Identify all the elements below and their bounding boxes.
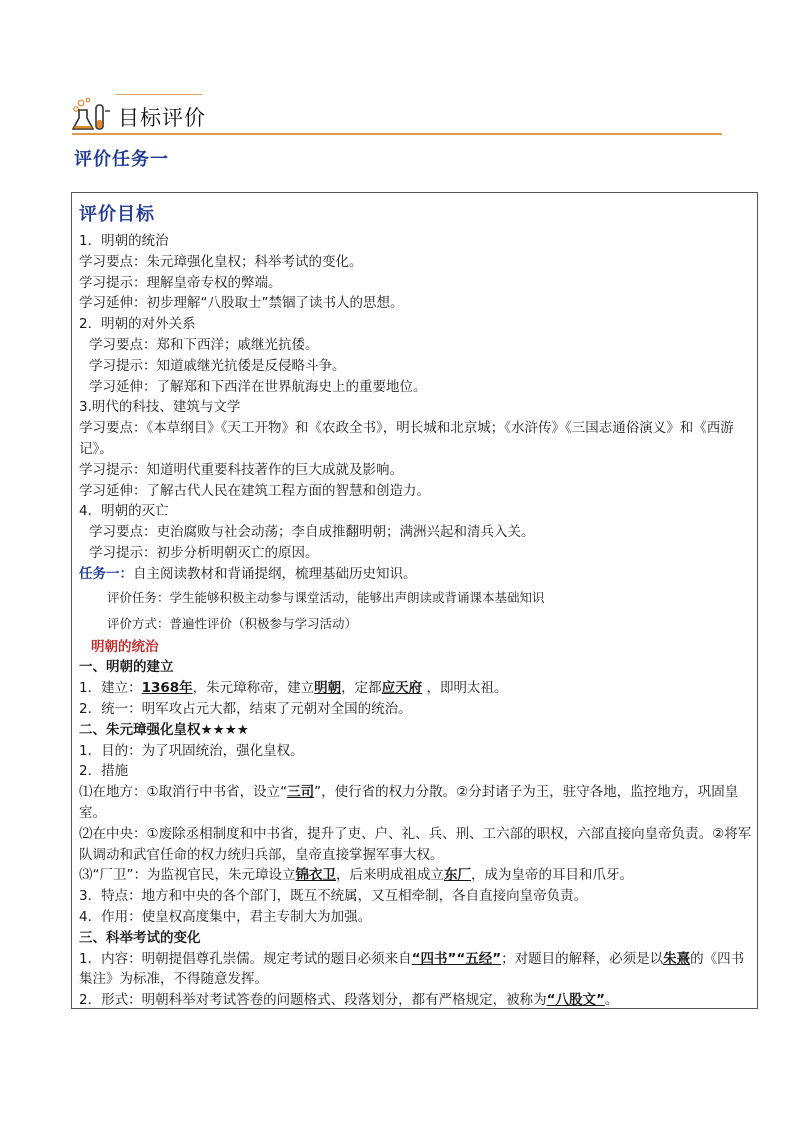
goal-line: 学习要点：《本草纲目》《天工开物》和《农政全书》，明长城和北京城；《水浒传》《三国志通俗演义》和《西游记》。	[79, 420, 734, 457]
keyword: 东厂	[444, 867, 471, 884]
note-line: 1．目的：为了巩固统治，强化皇权。	[79, 742, 304, 759]
goal-line: 学习延伸：初步理解“八股取士”禁锢了读书人的思想。	[79, 295, 404, 312]
goal-line: 学习要点：郑和下西洋；戚继光抗倭。	[89, 336, 319, 353]
header-underline	[72, 133, 722, 135]
keyword: “八股文”	[546, 992, 605, 1009]
evaluation-box	[71, 192, 758, 1009]
goal-item-4: 4．明朝的灭亡	[79, 503, 169, 520]
goal-line: 学习提示：初步分析明朝灭亡的原因。	[89, 544, 319, 561]
goal-line: 学习提示：知道明代重要科技著作的巨大成就及影响。	[79, 461, 403, 478]
task-title: 评价任务一	[74, 149, 169, 170]
note-line	[79, 865, 753, 886]
keyword: “四书”“五经”	[411, 950, 502, 967]
task-line	[79, 564, 753, 585]
goal-line: 学习延伸：了解古代人民在建筑工程方面的智慧和创造力。	[79, 482, 430, 499]
keyword: 朱熹	[663, 950, 691, 967]
text-run: 的《四书集注》为标准，不得随意发挥。	[79, 950, 745, 988]
keyword: 1368年	[141, 680, 193, 697]
text-run: 。	[604, 992, 619, 1009]
header-top-rule	[116, 94, 202, 95]
text-run: ，朱元璋称帝，建立	[192, 680, 315, 697]
text-run: 1．内容：明朝提倡尊孔崇儒。规定考试的题目必须来自	[79, 950, 412, 967]
section-heading: 二、朱元璋强化皇权★★★★	[79, 721, 249, 738]
note-line	[79, 678, 753, 699]
text-run: 2．形式：明朝科举对考试答卷的问题格式、段落划分，都有严格规定，被称为	[79, 992, 547, 1009]
section-header	[72, 92, 722, 136]
keyword: 锦衣卫	[295, 867, 336, 884]
lab-flask-icon	[72, 96, 112, 132]
goal-heading: 评价目标	[79, 204, 155, 225]
note-line	[79, 990, 753, 1011]
eval-task: 评价任务：学生能够积极主动参与课堂活动，能够出声朗读或背诵课本基础知识	[107, 589, 545, 605]
text-run: ，即明太祖。	[422, 680, 508, 697]
task-text: 自主阅读教材和背诵提纲，梳理基础历史知识。	[133, 565, 417, 582]
note-paragraph	[79, 782, 753, 824]
note-paragraph: ⑵在中央：①废除丞相制度和中书省，提升了吏、户、礼、兵、刑、工六部的职权，六部直接向皇帝负责。②将军队调动和武官任命的权力统归兵部，皇帝直接掌握军事大权。	[79, 825, 752, 863]
goal-line: 学习提示：知道戚继光抗倭是反侵略斗争。	[89, 357, 346, 374]
goal-line: 学习提示：理解皇帝专权的弊端。	[79, 274, 282, 291]
red-subtitle: 明朝的统治	[91, 638, 159, 655]
goal-line: 学习要点：吏治腐败与社会动荡；李自成推翻明朝；满洲兴起和清兵入关。	[89, 524, 535, 541]
goal-item-1: 1．明朝的统治	[79, 233, 169, 249]
eval-method: 评价方式：普遍性评价（积极参与学习活动）	[107, 615, 358, 631]
section-heading: 一、明朝的建立	[79, 659, 174, 676]
note-line: 4．作用：使皇权高度集中，君主专制大为加强。	[79, 908, 372, 925]
text-run: ，定都	[341, 680, 382, 697]
note-line: 2．统一：明军攻占元大都，结束了元朝对全国的统治。	[79, 700, 412, 717]
keyword: 明朝	[314, 680, 342, 697]
text-run: ⑶“厂卫”：为监视官民，朱元璋设立	[79, 867, 296, 884]
note-line: 2．措施	[79, 763, 129, 780]
text-run: ⑴在地方：①取消行中书省，设立“	[79, 784, 288, 801]
keyword: 三司	[287, 784, 315, 801]
note-line: 3．特点：地方和中央的各个部门，既互不统属，又互相牵制，各自直接向皇帝负责。	[79, 888, 588, 905]
section-title: 目标评价	[118, 106, 206, 130]
keyword: 应天府	[381, 680, 423, 697]
task-label: 任务一：	[79, 565, 133, 582]
goal-line: 学习延伸：了解郑和下西洋在世界航海史上的重要地位。	[89, 378, 427, 395]
evaluation-content	[79, 201, 753, 1011]
text-run: ”，使行省的权力分散。②分封诸子为王，驻守各地，监控地方，巩固皇室。	[79, 784, 739, 821]
text-run: 1．建立：	[79, 680, 142, 697]
goal-item-3: 3.明代的科技、建筑与文学	[79, 399, 241, 416]
section-heading: 三、科举考试的变化	[79, 929, 201, 946]
text-run: ，成为皇帝的耳目和爪牙。	[471, 867, 633, 884]
text-run: ，后来明成祖成立	[336, 867, 444, 884]
goal-item-2: 2．明朝的对外关系	[79, 316, 196, 333]
text-run: ；对题目的解释，必须是以	[501, 950, 664, 967]
goal-line: 学习要点：朱元璋强化皇权；科举考试的变化。	[79, 253, 363, 270]
note-paragraph	[79, 949, 753, 991]
